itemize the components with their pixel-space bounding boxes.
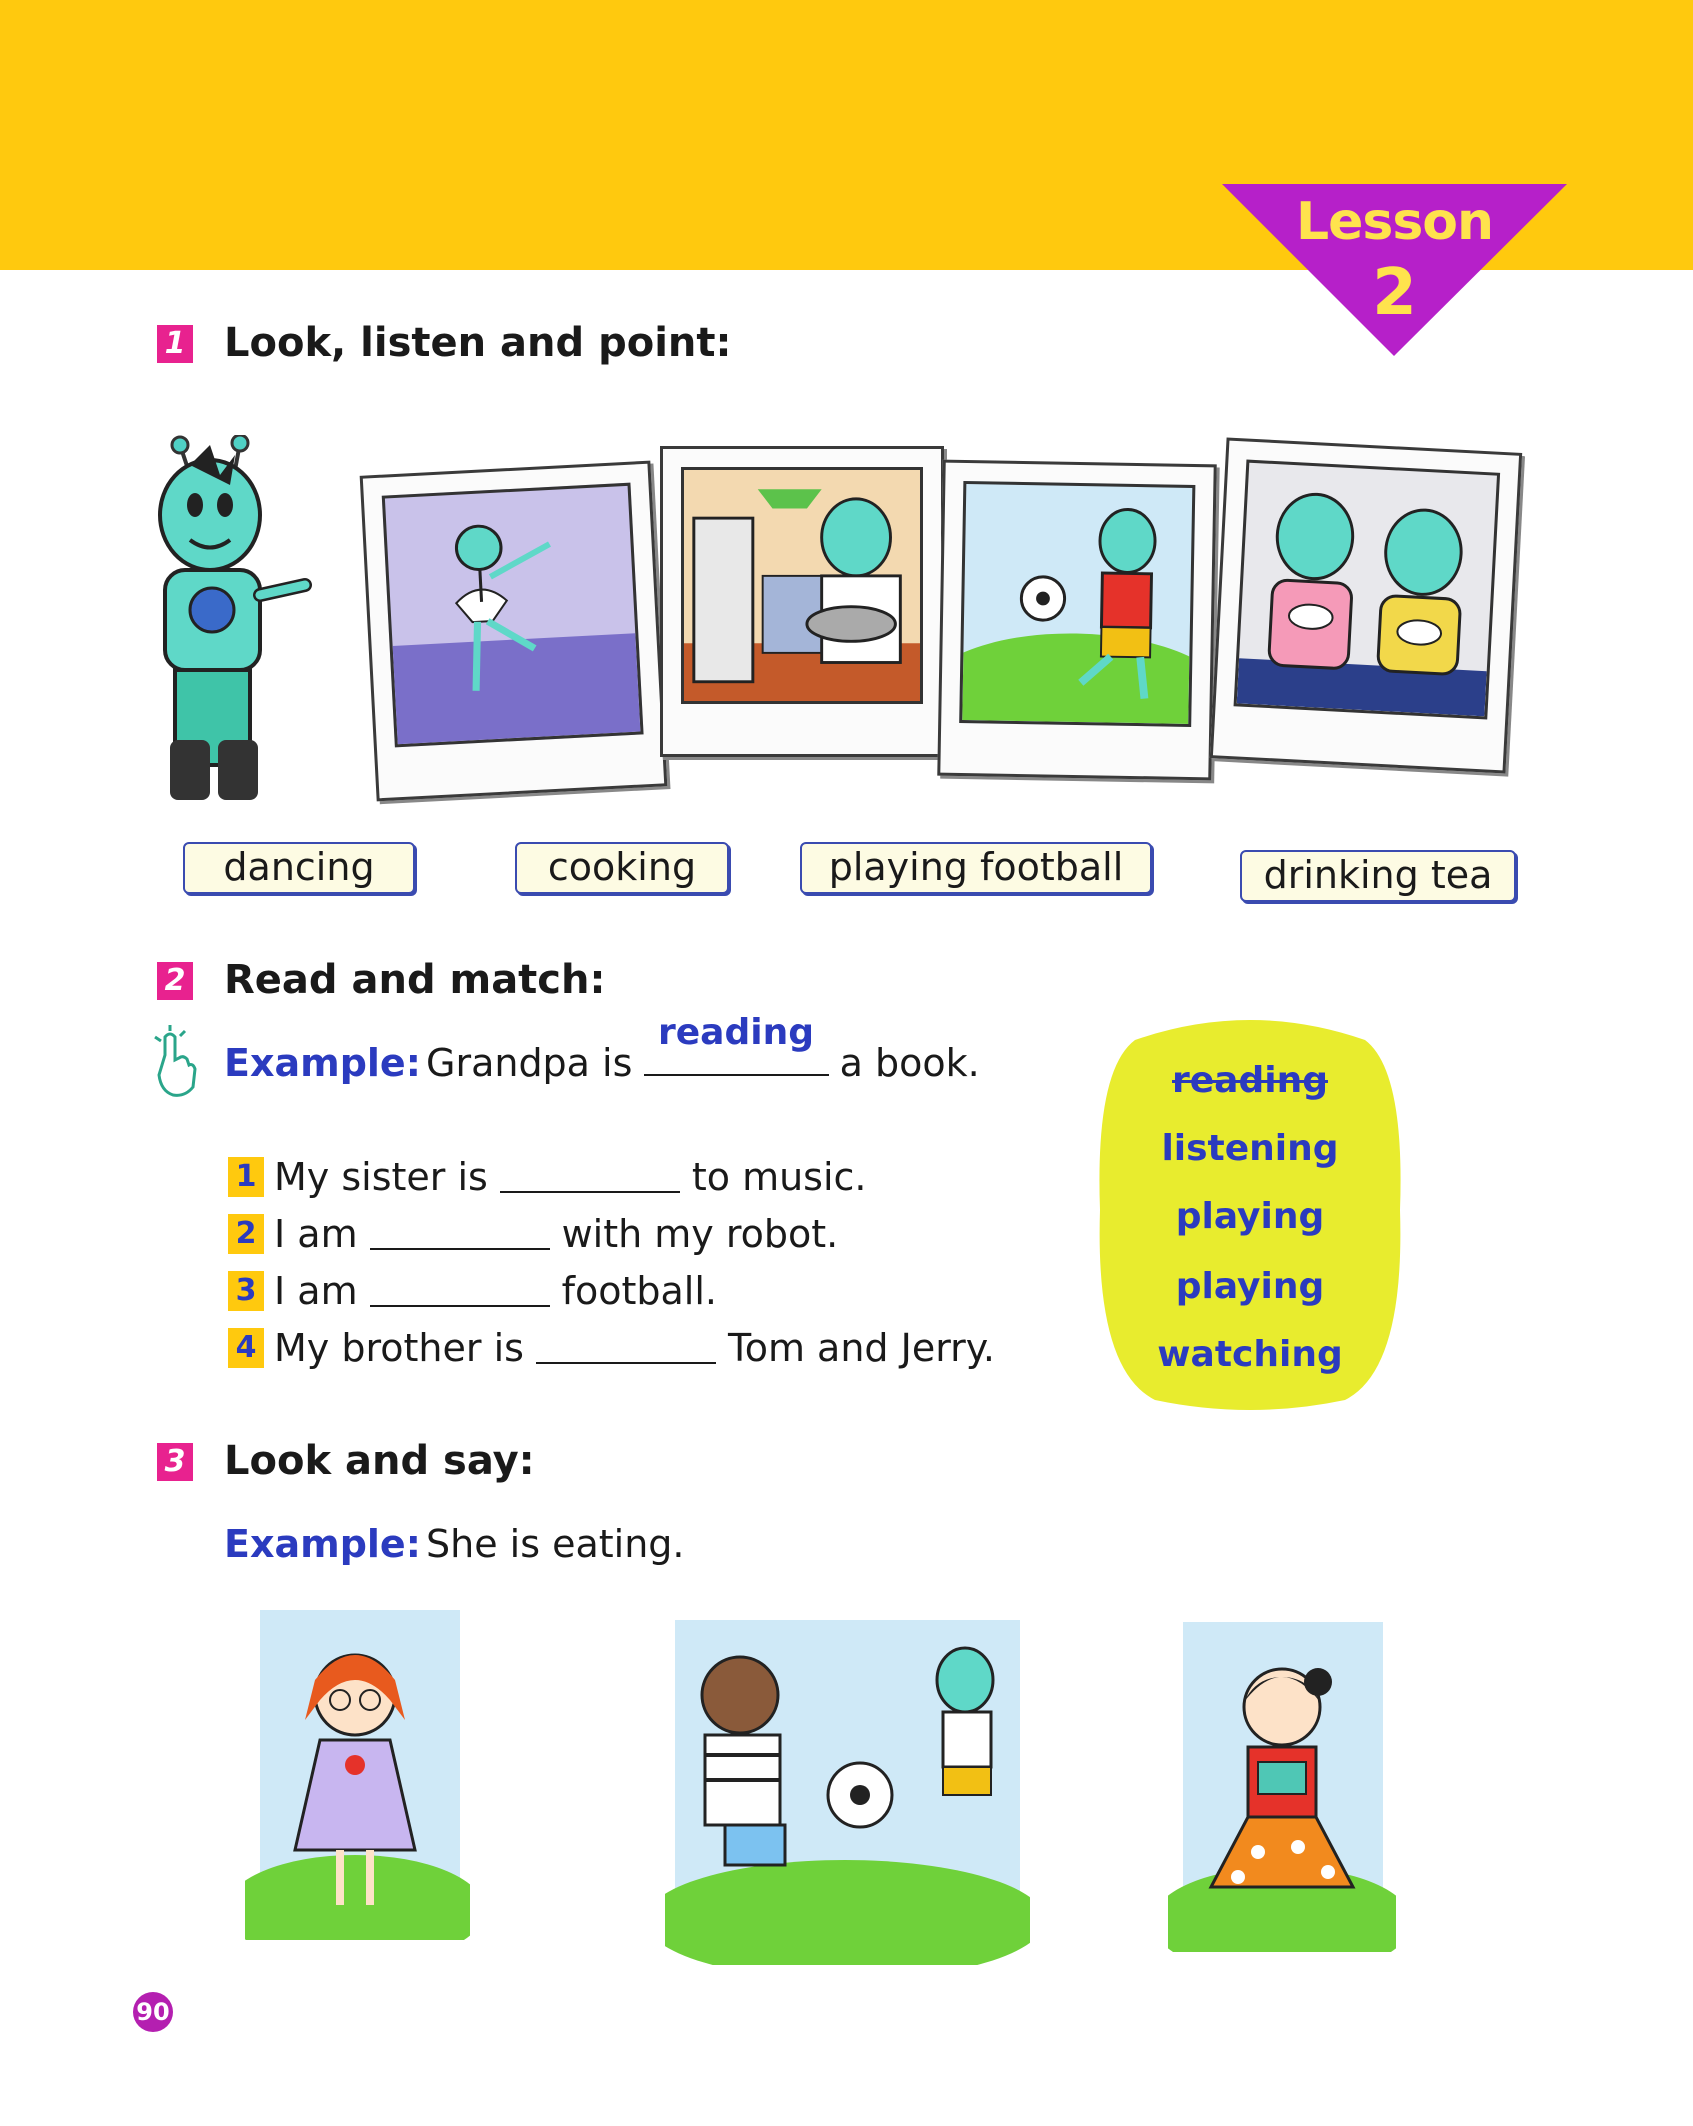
item-before: I am	[274, 1268, 358, 1313]
label-playing-football: playing football	[800, 842, 1152, 894]
example-before: Grandpa is	[426, 1041, 633, 1085]
item-number: 3	[228, 1271, 264, 1311]
item-after: with my robot.	[561, 1211, 839, 1256]
item-after: football.	[561, 1268, 717, 1313]
item-after: to music.	[691, 1154, 867, 1199]
photo-cooking	[660, 446, 944, 757]
item-number: 2	[228, 1214, 264, 1254]
section-2-title: Read and match:	[224, 957, 606, 1003]
example-3-label: Example:	[224, 1522, 421, 1566]
alien-character-image	[140, 435, 320, 810]
match-list	[228, 1148, 995, 1376]
photo-drinking-tea	[1210, 437, 1522, 773]
section-2-badge: 2	[157, 962, 193, 1000]
list-item	[228, 1262, 995, 1319]
lesson-number: 2	[1372, 256, 1417, 330]
lesson-badge	[1222, 184, 1567, 359]
item-before: I am	[274, 1211, 358, 1256]
item-before: My sister is	[274, 1154, 488, 1199]
item-before: My brother is	[274, 1325, 524, 1370]
item-after: Tom and Jerry.	[727, 1325, 995, 1370]
example-3	[224, 1522, 685, 1566]
label-dancing: dancing	[183, 842, 415, 894]
photo-dancing	[360, 461, 668, 802]
pointing-hand-icon	[145, 1025, 205, 1100]
section-3-badge: 3	[157, 1443, 193, 1481]
section-1-badge: 1	[157, 325, 193, 363]
example-sentence	[224, 1012, 980, 1085]
list-item	[228, 1148, 995, 1205]
section-3-title: Look and say:	[224, 1438, 535, 1484]
girl-reading-image	[1168, 1622, 1396, 1952]
item-number: 4	[228, 1328, 264, 1368]
list-item	[228, 1205, 995, 1262]
example-answer: reading	[658, 1012, 814, 1053]
word-bank-item: playing	[1175, 1266, 1325, 1307]
word-bank	[1095, 1010, 1405, 1410]
example-after: a book.	[839, 1041, 980, 1085]
label-drinking-tea: drinking tea	[1240, 850, 1516, 902]
answer-blank[interactable]	[536, 1332, 716, 1364]
example-label: Example:	[224, 1041, 421, 1085]
section-1-title: Look, listen and point:	[224, 320, 732, 366]
answer-blank[interactable]	[500, 1161, 680, 1193]
page-number: 90	[133, 1992, 173, 2032]
word-bank-item: watching	[1157, 1334, 1343, 1375]
photo-football	[937, 460, 1216, 781]
label-cooking: cooking	[515, 842, 729, 894]
example-3-text: She is eating.	[426, 1522, 685, 1566]
lesson-word: Lesson	[1295, 192, 1494, 252]
example-blank	[644, 1012, 829, 1076]
list-item	[228, 1319, 995, 1376]
word-bank-item: listening	[1161, 1128, 1339, 1169]
word-bank-item: reading	[1172, 1060, 1328, 1101]
answer-blank[interactable]	[370, 1275, 550, 1307]
boy-alien-football-image	[665, 1620, 1030, 1965]
item-number: 1	[228, 1157, 264, 1197]
word-bank-item: playing	[1175, 1196, 1325, 1237]
answer-blank[interactable]	[370, 1218, 550, 1250]
girl-eating-image	[245, 1610, 470, 1940]
